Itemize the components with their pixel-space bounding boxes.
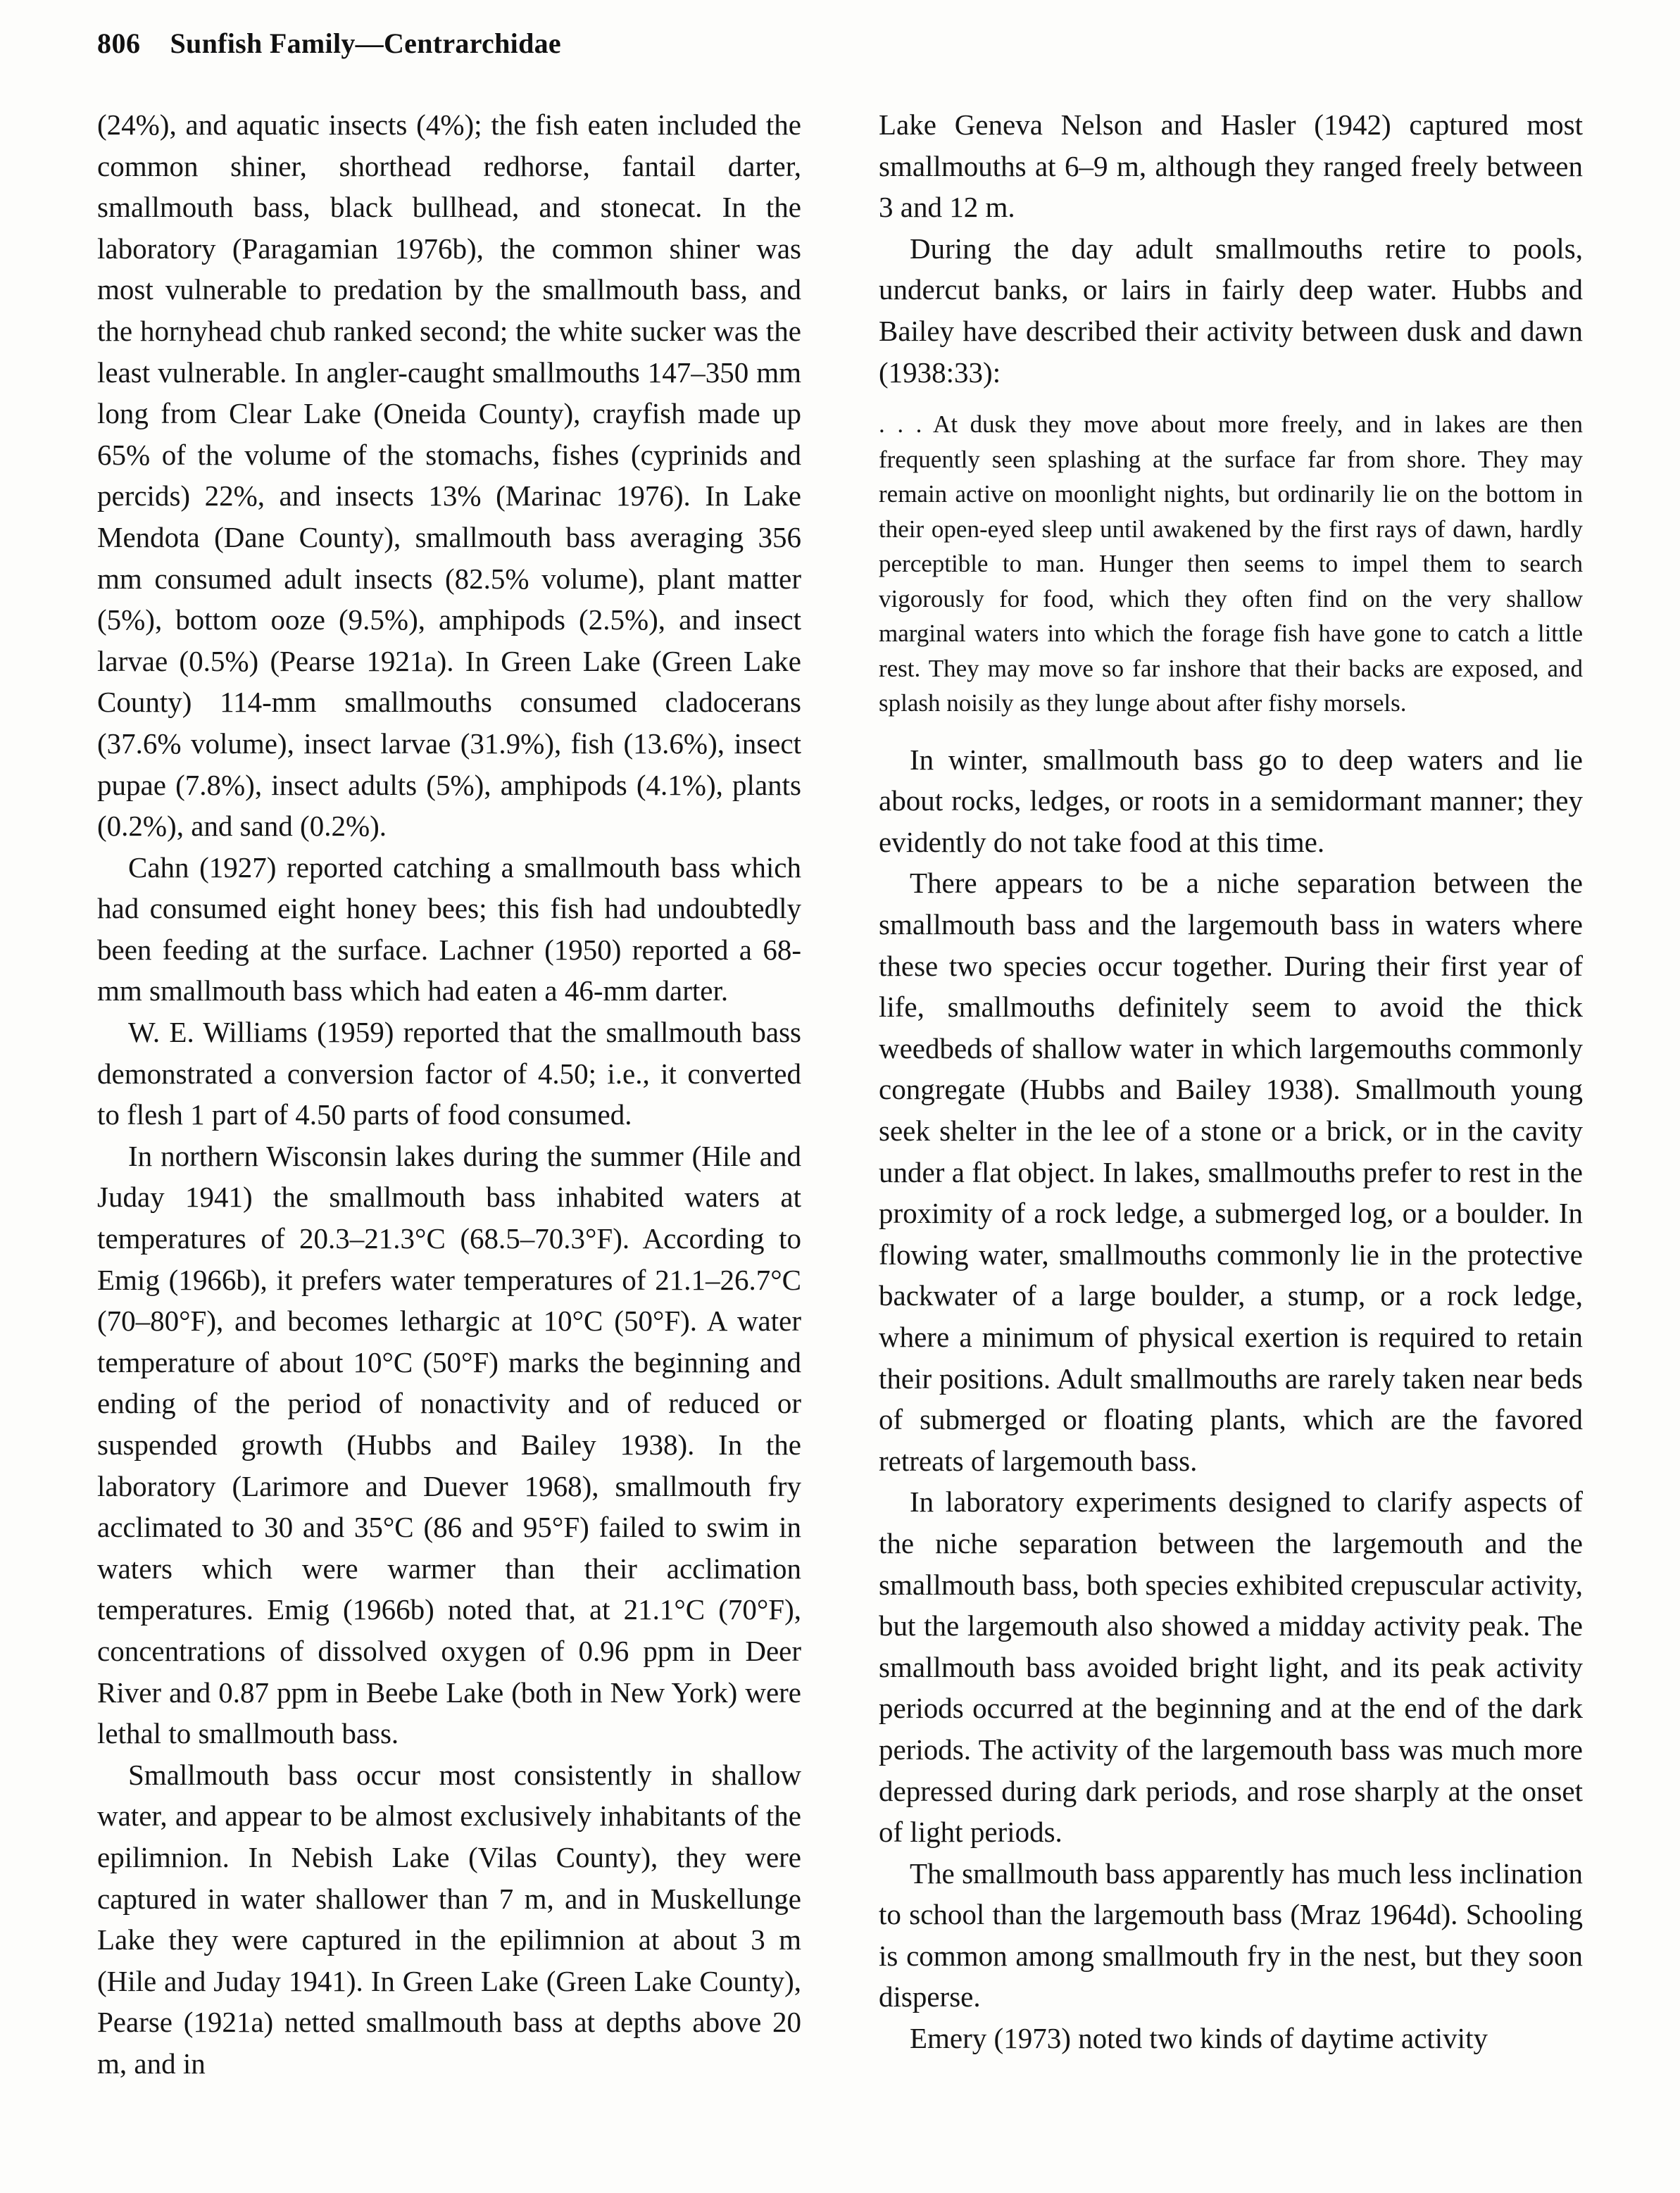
paragraph: There appears to be a niche separation between the smallmouth bass and the largemouth bass in waters where these two species occur together. During their first year of life, smallmouths definitely seem to avoid the thick weedbeds of shallow water in which largemouths commonly congregate (Hubbs and Bailey 1938). Smallmouth young seek shelter in the lee of a stone or a brick, or in the cavity under a flat object. In lakes, smallmouths prefer to rest in the proximity of a rock ledge, a submerged log, or a boulder. In flowing water, smallmouths commonly lie in the protective backwater of a large boulder, a stump, or a rock ledge, where a minimum of physical exertion is required to retain their positions. Adult smallmouths are rarely taken near beds of submerged or floating plants, which are the favored retreats of largemouth bass. [879,867,1583,1477]
paragraph: During the day adult smallmouths retire to pools, undercut banks, or lairs in fairly deep water. Hubbs and Bailey have described their activity between dusk and dawn (1938:33): [879,232,1583,389]
paragraph: Cahn (1927) reported catching a smallmouth bass which had consumed eight honey bees; this fish had undoubtedly been feeding at the surface. Lachner (1950) reported a 68-mm smallmouth bass which had eaten a 46-mm darter. [97,850,801,1007]
paragraph: W. E. Williams (1959) reported that the smallmouth bass demonstrated a conversion factor of 4.50; i.e., it converted to flesh 1 part of 4.50 parts of food consumed. [97,1016,801,1131]
paragraph: Smallmouth bass occur most consistently in shallow water, and appear to be almost exclusively inhabitants of the epilimnion. In Nebish Lake (Vilas County), they were captured in water shallower than 7 m, and in Muskellunge Lake they were captured in the epilimnion at about 3 m (Hile and Juday 1941). In Green Lake (Green Lake County), Pearse (1921a) netted smallmouth bass at depths above 20 m, and in [97,1758,801,2080]
page-number: 806 [97,27,141,59]
paragraph: The smallmouth bass apparently has much less inclination to school than the largemouth bass (Mraz 1964d). Schooling is common among smallmouth fry in the nest, but they soon disperse. [879,1856,1583,2013]
paragraph: In winter, smallmouth bass go to deep waters and lie about rocks, ledges, or roots in a semidormant manner; they evidently do not take food at this time. [879,743,1583,858]
running-head-title: Sunfish Family—Centrarchidae [170,27,561,59]
paragraph: (24%), and aquatic insects (4%); the fish eaten included the common shiner, shorthead redhorse, fantail darter, smallmouth bass, black bullhead, and stonecat. In the laboratory (Paragamian 1976b), the common shiner was most vulnerable to predation by the smallmouth bass, and the hornyhead chub ranked second; the white sucker was the least vulnerable. In angler-caught smallmouths 147–350 mm long from Clear Lake (Oneida County), crayfish made up 65% of the volume of the stomachs, fishes (cyprinids and percids) 22%, and insects 13% (Marinac 1976). In Lake Mendota (Dane County), smallmouth bass averaging 356 mm consumed adult insects (82.5% volume), plant matter (5%), bottom ooze (9.5%), amphipods (2.5%), and insect larvae (0.5%) (Pearse 1921a). In Green Lake (Green Lake County) 114-mm smallmouths consumed cladocerans (37.6% volume), insect larvae (31.9%), fish (13.6%), insect pupae (7.8%), insect adults (5%), amphipods (4.1%), plants (0.2%), and sand (0.2%). [97,108,801,843]
text-columns [97,104,1583,2085]
running-head [97,27,561,60]
paragraph: Emery (1973) noted two kinds of daytime activity [910,2022,1488,2055]
right-column [879,104,1583,2085]
block-quote: . . . At dusk they move about more freely, and in lakes are then frequently seen splashing at the surface far from shore. They may remain active on moonlight nights, but ordinarily lie on the bottom in their open-eyed sleep until awakened by the first rays of dawn, hardly perceptible to man. Hunger then seems to impel them to search vigorously for food, which they often find on the very shallow marginal waters into which the forage fish have gone to catch a little rest. They may move so far inshore that their backs are exposed, and splash noisily as they lunge about after fishy morsels. [879,410,1583,717]
paragraph: In northern Wisconsin lakes during the summer (Hile and Juday 1941) the smallmouth bass inhabited waters at temperatures of 20.3–21.3°C (68.5–70.3°F). According to Emig (1966b), it prefers water temperatures of 21.1–26.7°C (70–80°F), and becomes lethargic at 10°C (50°F). A water temperature of about 10°C (50°F) marks the beginning and ending of the period of nonactivity and of reduced or suspended growth (Hubbs and Bailey 1938). In the laboratory (Larimore and Duever 1968), smallmouth fry acclimated to 30 and 35°C (86 and 95°F) failed to swim in waters which were warmer than their acclimation temperatures. Emig (1966b) noted that, at 21.1°C (70°F), concentrations of dissolved oxygen of 0.96 ppm in Deer River and 0.87 ppm in Beebe Lake (both in New York) were lethal to smallmouth bass. [97,1139,801,1750]
left-column [97,104,801,2085]
paragraph: In laboratory experiments designed to clarify aspects of the niche separation between the largemouth and the smallmouth bass, both species exhibited crepuscular activity, but the largemouth also showed a midday activity peak. The smallmouth bass avoided bright light, and its peak activity periods occurred at the beginning and at the end of the dark periods. The activity of the largemouth bass was much more depressed during dark periods, and rose sharply at the onset of light periods. [879,1485,1583,1849]
paragraph: Lake Geneva Nelson and Hasler (1942) captured most smallmouths at 6–9 m, although they ranged freely between 3 and 12 m. [879,108,1583,224]
